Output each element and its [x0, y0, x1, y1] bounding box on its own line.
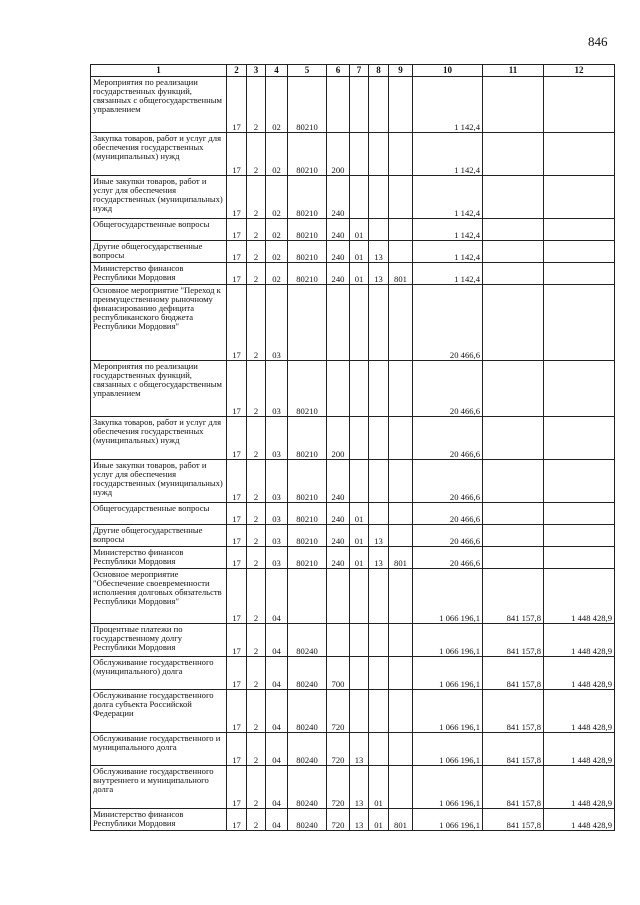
table-cell [327, 77, 350, 133]
table-cell: 1 066 196,1 [413, 766, 483, 809]
table-cell: 20 466,6 [413, 460, 483, 503]
table-cell: 80210 [288, 263, 327, 285]
table-cell [389, 569, 413, 624]
table-cell: 13 [369, 547, 389, 569]
table-row [91, 624, 615, 657]
table-cell: 20 466,6 [413, 525, 483, 547]
table-cell [389, 733, 413, 766]
table-cell [389, 285, 413, 361]
table-cell: 2 [247, 176, 266, 219]
table-cell: 240 [327, 547, 350, 569]
table-cell: 1 448 428,9 [544, 624, 615, 657]
table-row [91, 77, 615, 133]
table-cell: 1 066 196,1 [413, 624, 483, 657]
table-cell [369, 417, 389, 460]
table-cell: 720 [327, 809, 350, 831]
table-cell: 240 [327, 460, 350, 503]
column-header: 11 [483, 65, 544, 77]
table-row [91, 263, 615, 285]
row-description: Общегосударственные вопросы [91, 503, 227, 525]
table-cell: 80210 [288, 460, 327, 503]
table-cell: 80210 [288, 219, 327, 241]
table-cell: 17 [227, 525, 247, 547]
table-cell [350, 690, 369, 733]
table-cell: 2 [247, 285, 266, 361]
table-cell: 02 [266, 241, 288, 263]
column-header: 9 [389, 65, 413, 77]
table-cell [369, 690, 389, 733]
header-row [91, 65, 615, 77]
table-cell [369, 657, 389, 690]
table-cell: 13 [350, 766, 369, 809]
column-header: 12 [544, 65, 615, 77]
table-row [91, 460, 615, 503]
table-cell [389, 624, 413, 657]
table-cell [544, 241, 615, 263]
table-cell [483, 503, 544, 525]
table-cell: 2 [247, 263, 266, 285]
table-cell: 03 [266, 285, 288, 361]
row-description: Обслуживание государственного (муниципального) долга [91, 657, 227, 690]
table-cell [350, 285, 369, 361]
table-cell [544, 285, 615, 361]
table-cell: 80240 [288, 657, 327, 690]
table-cell [389, 657, 413, 690]
table-cell: 17 [227, 503, 247, 525]
table-cell: 2 [247, 77, 266, 133]
table-cell [544, 133, 615, 176]
table-cell: 2 [247, 690, 266, 733]
row-description: Министерство финансов Республики Мордовия [91, 809, 227, 831]
column-header: 4 [266, 65, 288, 77]
table-cell: 80240 [288, 733, 327, 766]
table-cell: 20 466,6 [413, 285, 483, 361]
table-cell: 04 [266, 766, 288, 809]
table-cell: 1 142,4 [413, 219, 483, 241]
table-cell [350, 460, 369, 503]
table-cell [369, 624, 389, 657]
table-cell [389, 690, 413, 733]
table-cell: 720 [327, 690, 350, 733]
budget-table [90, 64, 615, 831]
table-row [91, 241, 615, 263]
table-cell: 17 [227, 690, 247, 733]
row-description: Основное мероприятие "Переход к преимущественному рыночному финансированию дефицита республиканского бюджета Республики Мордовия" [91, 285, 227, 361]
table-cell: 04 [266, 809, 288, 831]
table-cell: 700 [327, 657, 350, 690]
table-cell: 17 [227, 417, 247, 460]
row-description: Другие общегосударственные вопросы [91, 241, 227, 263]
table-cell: 02 [266, 133, 288, 176]
column-header: 5 [288, 65, 327, 77]
table-cell: 01 [350, 525, 369, 547]
table-cell: 02 [266, 176, 288, 219]
table-cell: 1 448 428,9 [544, 657, 615, 690]
table-cell: 13 [369, 525, 389, 547]
table-cell [350, 417, 369, 460]
table-cell: 04 [266, 690, 288, 733]
table-cell: 1 448 428,9 [544, 809, 615, 831]
table-cell: 17 [227, 176, 247, 219]
table-cell: 841 157,8 [483, 690, 544, 733]
table-cell [350, 624, 369, 657]
table-row [91, 503, 615, 525]
table-cell: 841 157,8 [483, 569, 544, 624]
table-cell: 17 [227, 241, 247, 263]
table-cell: 17 [227, 219, 247, 241]
table-cell: 03 [266, 503, 288, 525]
table-cell [389, 241, 413, 263]
table-body [91, 77, 615, 831]
table-cell: 200 [327, 417, 350, 460]
table-cell: 01 [350, 263, 369, 285]
column-header: 3 [247, 65, 266, 77]
table-cell [544, 176, 615, 219]
table-cell [288, 569, 327, 624]
table-cell [369, 460, 389, 503]
table-cell: 13 [369, 241, 389, 263]
table-row [91, 133, 615, 176]
table-cell: 2 [247, 547, 266, 569]
table-cell: 13 [350, 733, 369, 766]
table-cell: 1 066 196,1 [413, 809, 483, 831]
table-cell: 01 [369, 766, 389, 809]
table-cell: 17 [227, 569, 247, 624]
table-cell [483, 133, 544, 176]
table-cell [544, 263, 615, 285]
row-description: Процентные платежи по государственному долгу Республики Мордовия [91, 624, 227, 657]
table-cell [483, 263, 544, 285]
table-cell [483, 219, 544, 241]
table-cell: 1 066 196,1 [413, 690, 483, 733]
table-cell: 841 157,8 [483, 624, 544, 657]
table-cell: 17 [227, 263, 247, 285]
table-cell: 841 157,8 [483, 733, 544, 766]
table-cell: 03 [266, 361, 288, 417]
row-description: Мероприятия по реализации государственных функций, связанных с общегосударственным управлением [91, 77, 227, 133]
table-row [91, 690, 615, 733]
table-cell [389, 361, 413, 417]
table-cell: 2 [247, 657, 266, 690]
table-cell [544, 525, 615, 547]
table-cell: 17 [227, 657, 247, 690]
table-cell: 1 142,4 [413, 241, 483, 263]
table-cell: 1 142,4 [413, 176, 483, 219]
table-cell: 80240 [288, 766, 327, 809]
table-cell [483, 547, 544, 569]
table-row [91, 766, 615, 809]
table-cell: 240 [327, 503, 350, 525]
table-cell [483, 417, 544, 460]
table-cell: 2 [247, 219, 266, 241]
table-cell: 240 [327, 241, 350, 263]
table-cell: 17 [227, 733, 247, 766]
table-cell [483, 460, 544, 503]
table-cell: 02 [266, 77, 288, 133]
table-cell: 03 [266, 417, 288, 460]
table-cell: 17 [227, 361, 247, 417]
table-cell [544, 460, 615, 503]
row-description: Закупка товаров, работ и услуг для обеспечения государственных (муниципальных) нужд [91, 417, 227, 460]
table-cell [350, 133, 369, 176]
row-description: Иные закупки товаров, работ и услуг для обеспечения государственных (муниципальных) нужд [91, 460, 227, 503]
table-cell: 1 142,4 [413, 133, 483, 176]
table-cell: 80210 [288, 77, 327, 133]
table-cell [389, 503, 413, 525]
table-cell: 80210 [288, 361, 327, 417]
table-cell: 17 [227, 285, 247, 361]
table-cell: 2 [247, 241, 266, 263]
table-cell: 801 [389, 547, 413, 569]
table-cell [369, 733, 389, 766]
table-cell [483, 77, 544, 133]
table-cell: 2 [247, 733, 266, 766]
table-cell: 80240 [288, 690, 327, 733]
table-cell: 04 [266, 624, 288, 657]
table-cell [327, 285, 350, 361]
table-cell [369, 569, 389, 624]
table-row [91, 547, 615, 569]
table-cell [544, 219, 615, 241]
table-cell [544, 417, 615, 460]
table-cell: 200 [327, 133, 350, 176]
table-cell: 801 [389, 809, 413, 831]
table-cell: 02 [266, 219, 288, 241]
table-cell [350, 176, 369, 219]
row-description: Другие общегосударственные вопросы [91, 525, 227, 547]
table-cell [327, 624, 350, 657]
row-description: Министерство финансов Республики Мордовия [91, 547, 227, 569]
table-cell: 2 [247, 361, 266, 417]
table-cell: 720 [327, 766, 350, 809]
table-cell: 240 [327, 263, 350, 285]
table-cell: 2 [247, 809, 266, 831]
table-cell [389, 176, 413, 219]
table-cell [389, 133, 413, 176]
table-cell [483, 176, 544, 219]
table-cell [369, 285, 389, 361]
table-cell [544, 361, 615, 417]
row-description: Основное мероприятие "Обеспечение своевременности исполнения долговых обязательств Республики Мордовия" [91, 569, 227, 624]
table-row [91, 285, 615, 361]
table-cell [369, 133, 389, 176]
table-cell: 2 [247, 503, 266, 525]
table-cell: 2 [247, 766, 266, 809]
table-cell [389, 460, 413, 503]
table-cell: 20 466,6 [413, 361, 483, 417]
table-cell [544, 547, 615, 569]
table-cell: 1 066 196,1 [413, 657, 483, 690]
table-cell: 01 [350, 503, 369, 525]
table-row [91, 361, 615, 417]
table-cell: 03 [266, 460, 288, 503]
table-cell: 2 [247, 624, 266, 657]
table-cell [327, 569, 350, 624]
table-cell [369, 219, 389, 241]
table-cell: 03 [266, 525, 288, 547]
table-cell [483, 241, 544, 263]
table-cell: 01 [350, 547, 369, 569]
table-row [91, 657, 615, 690]
table-cell: 20 466,6 [413, 503, 483, 525]
table-cell: 01 [369, 809, 389, 831]
table-cell: 04 [266, 657, 288, 690]
row-description: Иные закупки товаров, работ и услуг для обеспечения государственных (муниципальных) нужд [91, 176, 227, 219]
table-cell [350, 361, 369, 417]
table-cell: 1 142,4 [413, 263, 483, 285]
column-header: 1 [91, 65, 227, 77]
table-cell [483, 285, 544, 361]
table-cell [544, 77, 615, 133]
row-description: Министерство финансов Республики Мордовия [91, 263, 227, 285]
table-cell: 17 [227, 77, 247, 133]
table-cell [389, 766, 413, 809]
column-header: 2 [227, 65, 247, 77]
table-cell: 2 [247, 460, 266, 503]
table-cell: 240 [327, 525, 350, 547]
table-cell [369, 77, 389, 133]
table-cell: 1 448 428,9 [544, 569, 615, 624]
table-cell: 240 [327, 176, 350, 219]
column-header: 10 [413, 65, 483, 77]
table-cell [544, 503, 615, 525]
table-cell [389, 219, 413, 241]
table-cell: 01 [350, 219, 369, 241]
table-cell: 1 066 196,1 [413, 733, 483, 766]
table-cell: 2 [247, 569, 266, 624]
table-cell: 841 157,8 [483, 766, 544, 809]
table-cell: 17 [227, 460, 247, 503]
table-cell: 17 [227, 133, 247, 176]
table-cell: 04 [266, 569, 288, 624]
table-cell [369, 361, 389, 417]
table-cell: 240 [327, 219, 350, 241]
table-cell: 13 [350, 809, 369, 831]
table-cell: 80210 [288, 417, 327, 460]
table-row [91, 417, 615, 460]
table-cell: 04 [266, 733, 288, 766]
table-row [91, 809, 615, 831]
table-cell: 20 466,6 [413, 547, 483, 569]
table-cell [350, 569, 369, 624]
table-cell [288, 285, 327, 361]
table-cell: 02 [266, 263, 288, 285]
table-cell [350, 77, 369, 133]
row-description: Обслуживание государственного и муниципального долга [91, 733, 227, 766]
table-cell [483, 361, 544, 417]
table-cell: 1 142,4 [413, 77, 483, 133]
table-cell: 17 [227, 766, 247, 809]
table-cell: 17 [227, 624, 247, 657]
page-number: 846 [588, 34, 608, 49]
table-cell: 03 [266, 547, 288, 569]
table-cell: 13 [369, 263, 389, 285]
table-cell: 80210 [288, 176, 327, 219]
table-cell [389, 77, 413, 133]
table-row [91, 219, 615, 241]
table-cell: 841 157,8 [483, 657, 544, 690]
table-cell: 1 448 428,9 [544, 766, 615, 809]
table-row [91, 569, 615, 624]
row-description: Мероприятия по реализации государственных функций, связанных с общегосударственным управлением [91, 361, 227, 417]
table-cell [327, 361, 350, 417]
table-row [91, 176, 615, 219]
row-description: Обслуживание государственного долга субъекта Российской Федерации [91, 690, 227, 733]
table-cell: 2 [247, 525, 266, 547]
table-cell: 1 066 196,1 [413, 569, 483, 624]
table-row [91, 525, 615, 547]
column-header: 8 [369, 65, 389, 77]
table-cell: 80210 [288, 133, 327, 176]
table-cell [389, 525, 413, 547]
table-cell: 1 448 428,9 [544, 733, 615, 766]
table-cell: 2 [247, 417, 266, 460]
table-row [91, 733, 615, 766]
table-cell: 720 [327, 733, 350, 766]
table-cell: 20 466,6 [413, 417, 483, 460]
table-cell [369, 503, 389, 525]
column-header: 7 [350, 65, 369, 77]
table-cell: 80210 [288, 547, 327, 569]
table-cell: 801 [389, 263, 413, 285]
table-cell: 80240 [288, 809, 327, 831]
table-cell: 01 [350, 241, 369, 263]
table-cell [350, 657, 369, 690]
table-cell: 80240 [288, 624, 327, 657]
row-description: Общегосударственные вопросы [91, 219, 227, 241]
table-cell: 1 448 428,9 [544, 690, 615, 733]
table-cell: 80210 [288, 525, 327, 547]
table-cell [483, 525, 544, 547]
table-cell: 80210 [288, 503, 327, 525]
row-description: Закупка товаров, работ и услуг для обеспечения государственных (муниципальных) нужд [91, 133, 227, 176]
table-cell: 17 [227, 809, 247, 831]
column-header: 6 [327, 65, 350, 77]
table-cell: 841 157,8 [483, 809, 544, 831]
table-cell: 2 [247, 133, 266, 176]
table-cell [389, 417, 413, 460]
row-description: Обслуживание государственного внутреннего и муниципального долга [91, 766, 227, 809]
table-cell: 80210 [288, 241, 327, 263]
table-cell: 17 [227, 547, 247, 569]
table-cell [369, 176, 389, 219]
